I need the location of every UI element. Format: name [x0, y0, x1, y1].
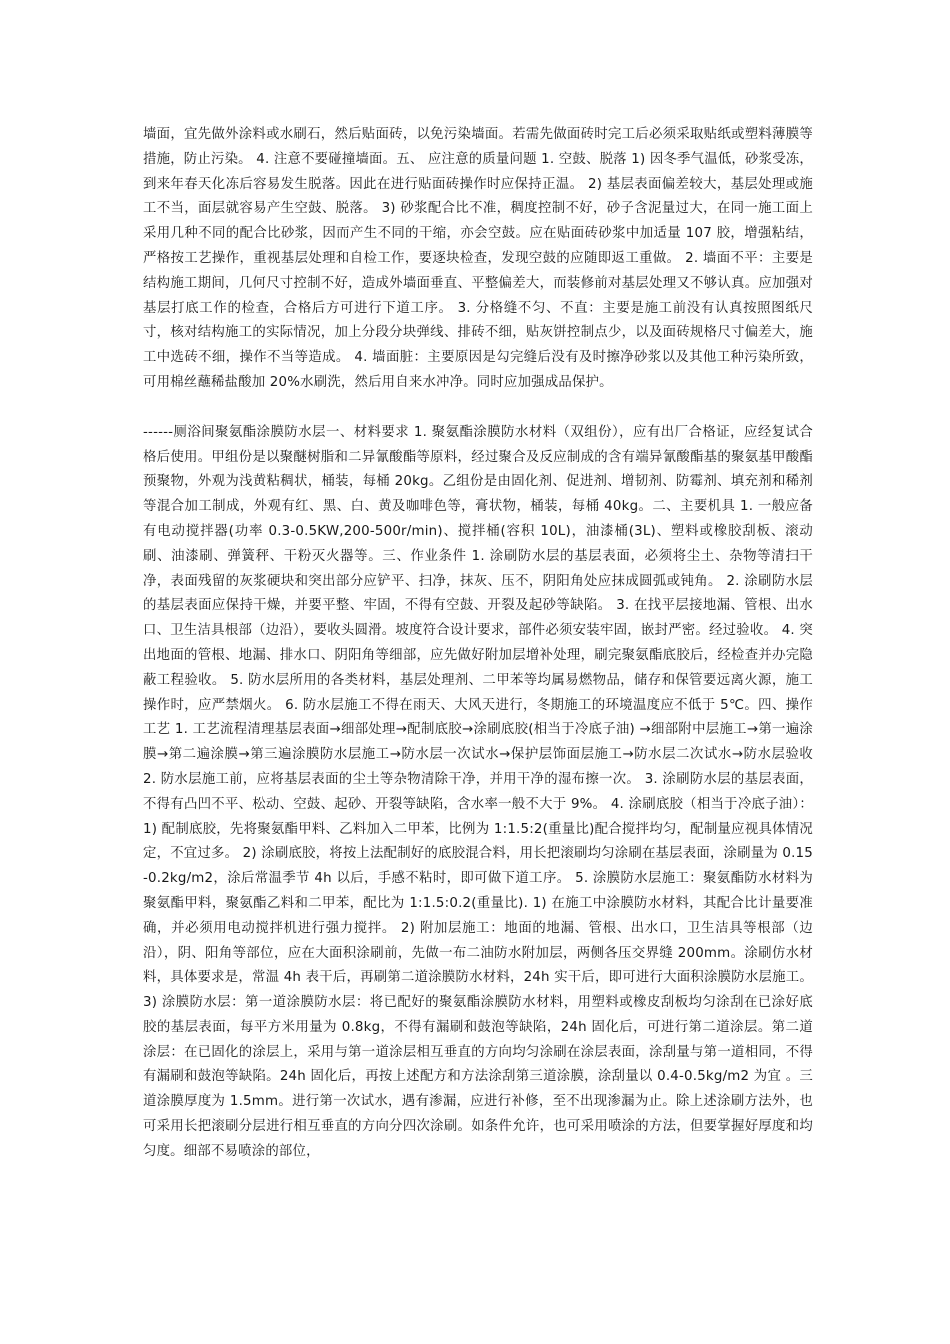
document-body [143, 123, 813, 1165]
paragraph-gap [143, 396, 813, 421]
paragraph-polyurethane-waterproofing: ------厕浴间聚氨酯涂膜防水层一、材料要求 1. 聚氨酯涂膜防水材料（双组份），应有出厂合格证，应经复试合格后使用。甲组份是以聚醚树脂和二异氰酸酯等原料，经过聚合及反应制成的含有端异氰酸酯基的聚氨基甲酸酯预聚物，外观为浅黄粘稠状，桶装，每桶 20kg。乙组份是由固化剂、促进剂、增韧剂、防霉剂、填充剂和稀剂等混合加工制成，外观有红、黑、白、黄及咖啡色等，膏状物，桶装，每桶 40kg。二、主要机具 1. 一般应备有电动搅拌器(功率 0.3-0.5KW,200-500r/min)、搅拌桶(容积 10L)，油漆桶(3L)、塑料或橡胶刮板、滚动刷、油漆刷、弹簧秤、干粉灭火器等。三、作业条件 1. 涂刷防水层的基层表面，必须将尘土、杂物等清扫干净，表面残留的灰浆硬块和突出部分应铲平、扫净，抹灰、压不，阴阳角处应抹成圆弧或钝角。 2. 涂刷防水层的基层表面应保持干燥，并要平整、牢固，不得有空鼓、开裂及起砂等缺陷。 3. 在找平层接地漏、管根、出水口、卫生洁具根部（边沿），要收头圆滑。坡度符合设计要求，部件必须安装牢固，嵌封严密。经过验收。 4. 突出地面的管根、地漏、排水口、阴阳角等细部，应先做好附加层增补处理，刷完聚氨酯底胶后，经检查并办完隐蔽工程验收。 5. 防水层所用的各类材料，基层处理剂、二甲苯等均属易燃物品，储存和保管要远离火源，施工操作时，应严禁烟火。 6. 防水层施工不得在雨天、大风天进行，冬期施工的环境温度应不低于 5℃。四、操作工艺 1. 工艺流程清理基层表面→细部处理→配制底胶→涂刷底胶(相当于冷底子油) →细部附中层施工→第一遍涂膜→第二遍涂膜→第三遍涂膜防水层施工→防水层一次试水→保护层饰面层施工→防水层二次试水→防水层验收 2. 防水层施工前，应将基层表面的尘土等杂物清除干净，并用干净的湿布擦一次。 3. 涂刷防水层的基层表面，不得有凸凹不平、松动、空鼓、起砂、开裂等缺陷，含水率一般不大于 9%。 4. 涂刷底胶（相当于冷底子油）： 1) 配制底胶，先将聚氨酯甲料、乙料加入二甲苯，比例为 1:1.5:2(重量比)配合搅拌均匀，配制量应视具体情况定，不宜过多。 2) 涂刷底胶，将按上法配制好的底胶混合料，用长把滚刷均匀涂刷在基层表面，涂刷量为 0.15-0.2kg/m2，涂后常温季节 4h 以后，手感不粘时，即可做下道工序。 5. 涂膜防水层施工：聚氨酯防水材料为聚氨酯甲料，聚氨酯乙料和二甲苯，配比为 1:1.5:0.2(重量比). 1) 在施工中涂膜防水材料，其配合比计量要准确，并必须用电动搅拌机进行强力搅拌。 2) 附加层施工：地面的地漏、管根、出水口，卫生洁具等根部（边沿），阴、阳角等部位，应在大面积涂刷前，先做一布二油防水附加层，两侧各压交界缝 200mm。涂刷仿水材料，具体要求是，常温 4h 表干后，再刷第二道涂膜防水材料，24h 实干后，即可进行大面积涂膜防水层施工。 3) 涂膜防水层：第一道涂膜防水层：将已配好的聚氨酯涂膜防水材料，用塑料或橡皮刮板均匀涂刮在已涂好底胶的基层表面，每平方米用量为 0.8kg，不得有漏刷和鼓泡等缺陷，24h 固化后，可进行第二道涂层。第二道涂层：在已固化的涂层上，采用与第一道涂层相互垂直的方向均匀涂刷在涂层表面，涂刮量与第一道相同，不得有漏刷和鼓泡等缺陷。24h 固化后，再按上述配方和方法涂刮第三道涂膜，涂刮量以 0.4-0.5kg/m2 为宜 。三道涂膜厚度为 1.5mm。进行第一次试水，遇有渗漏，应进行补修，至不出现渗漏为止。除上述涂刷方法外，也可采用长把滚刷分层进行相互垂直的方向分四次涂刷。如条件允许，也可采用喷涂的方法，但要掌握好厚度和均匀度。细部不易喷涂的部位， [143, 424, 813, 1159]
paragraph-tile-finish-quality: 墙面，宜先做外涂料或水刷石，然后贴面砖，以免污染墙面。若需先做面砖时完工后必须采取贴纸或塑料薄膜等措施，防止污染。 4. 注意不要碰撞墙面。五、 应注意的质量问题 1. 空鼓、脱落 1) 因冬季气温低，砂浆受冻，到来年春天化冻后容易发生脱落。因此在进行贴面砖操作时应保持正温。 2) 基层表面偏差较大，基层处理或施工不当，面层就容易产生空鼓、脱落。 3) 砂浆配合比不准，稠度控制不好，砂子含泥量过大，在同一施工面上采用几种不同的配合比砂浆，因而产生不同的干缩，亦会空鼓。应在贴面砖砂浆中加适量 107 胶，增强粘结，严格按工艺操作，重视基层处理和自检工作，要逐块检查，发现空鼓的应随即返工重做。 2. 墙面不平：主要是结构施工期间，几何尺寸控制不好，造成外墙面垂直、平整偏差大，而装修前对基层处理又不够认真。应加强对基层打底工作的检查，合格后方可进行下道工序。 3. 分格缝不匀、不直：主要是施工前没有认真按照图纸尺寸，核对结构施工的实际情况，加上分段分块弹线、排砖不细，贴灰饼控制点少，以及面砖规格尺寸偏差大，施工中选砖不细，操作不当等造成。 4. 墙面脏：主要原因是勾完缝后没有及时擦净砂浆以及其他工种污染所致，可用棉丝蘸稀盐酸加 20%水刷洗，然后用自来水冲净。同时应加强成品保护。 [143, 127, 813, 390]
